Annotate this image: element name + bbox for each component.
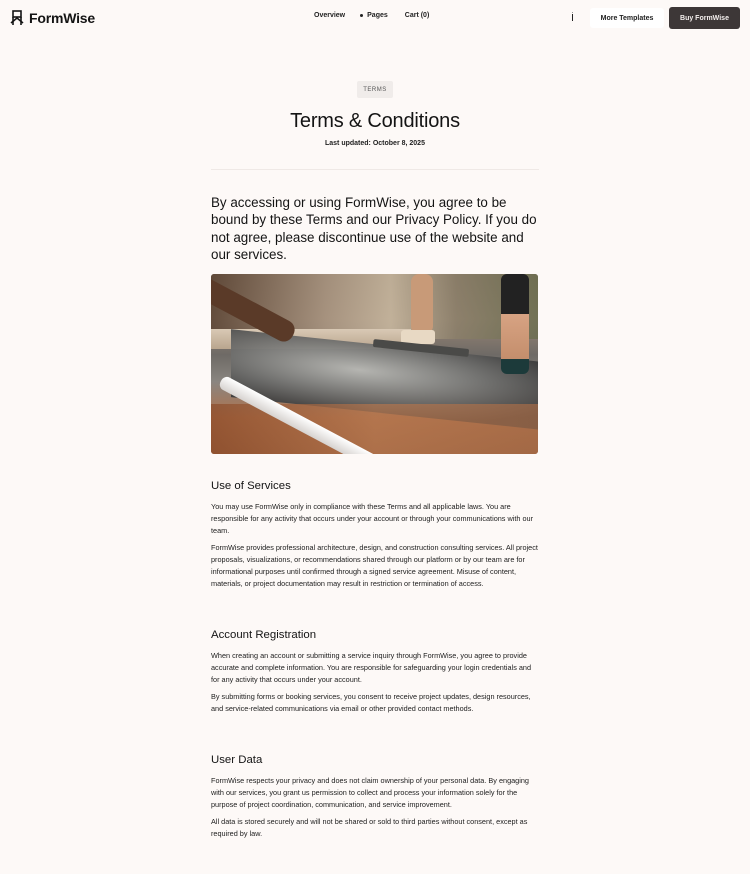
- hero-image-leg: [501, 274, 529, 374]
- hero-image: [211, 274, 538, 454]
- info-icon[interactable]: [572, 14, 573, 21]
- brand-logo-link[interactable]: [10, 9, 95, 27]
- hero-image-arm: [411, 274, 433, 334]
- page-badge: TERMS: [357, 81, 393, 98]
- formwise-logo-icon: [10, 10, 24, 26]
- bullet-icon: [360, 14, 363, 17]
- last-updated: Last updated: October 8, 2025: [325, 140, 425, 147]
- nav-link-cart[interactable]: Cart (0): [404, 12, 430, 19]
- section-user-data: [211, 754, 539, 840]
- section-paragraph: When creating an account or submitting a service inquiry through FormWise, you agree to provide accurate and complete information. You are responsible for safeguarding your login credentials and for any activity that occurs under your account.: [211, 651, 532, 684]
- section-heading: Account Registration: [211, 629, 317, 641]
- hero-image-dirt: [211, 404, 538, 454]
- buy-formwise-button[interactable]: Buy FormWise: [669, 7, 740, 29]
- section-paragraph: All data is stored securely and will not be shared or sold to third parties without consent, except as required by law.: [211, 817, 528, 838]
- nav-link-overview[interactable]: Overview: [314, 12, 346, 19]
- main-nav: [314, 12, 429, 19]
- divider: [211, 169, 539, 170]
- intro-statement: By accessing or using FormWise, you agree to be bound by these Terms and our Privacy Policy. If you do not agree, please discontinue use of the website and our services.: [211, 195, 537, 262]
- section-account-registration: [211, 629, 539, 715]
- nav-link-pages-label: Pages: [367, 12, 388, 19]
- more-templates-button[interactable]: More Templates: [590, 8, 664, 28]
- top-navbar: [0, 0, 750, 36]
- section-paragraph: FormWise provides professional architecture, design, and construction consulting services. All project proposals, visualizations, or recommendations shared through our platform or by our team are for informational purposes until confirmed through a signed service agreement. Misuse of content, materials, or project documentation may result in restriction or termination of access.: [211, 543, 538, 588]
- nav-link-pages[interactable]: [360, 12, 388, 19]
- section-heading: Use of Services: [211, 480, 291, 492]
- brand-name: FormWise: [29, 10, 95, 26]
- page-title: Terms & Conditions: [290, 110, 460, 132]
- section-use-of-services: [211, 480, 539, 590]
- section-heading: User Data: [211, 754, 263, 766]
- section-paragraph: By submitting forms or booking services, you consent to receive project updates, design resources, and service-related communications via email or other provided contact methods.: [211, 692, 531, 713]
- section-paragraph: You may use FormWise only in compliance with these Terms and all applicable laws. You are responsible for any activity that occurs under your account or through your communications with our team.: [211, 502, 534, 535]
- section-paragraph: FormWise respects your privacy and does not claim ownership of your personal data. By engaging with our services, you grant us permission to collect and process your information solely for the purpose of project coordination, communication, and service improvement.: [211, 776, 529, 809]
